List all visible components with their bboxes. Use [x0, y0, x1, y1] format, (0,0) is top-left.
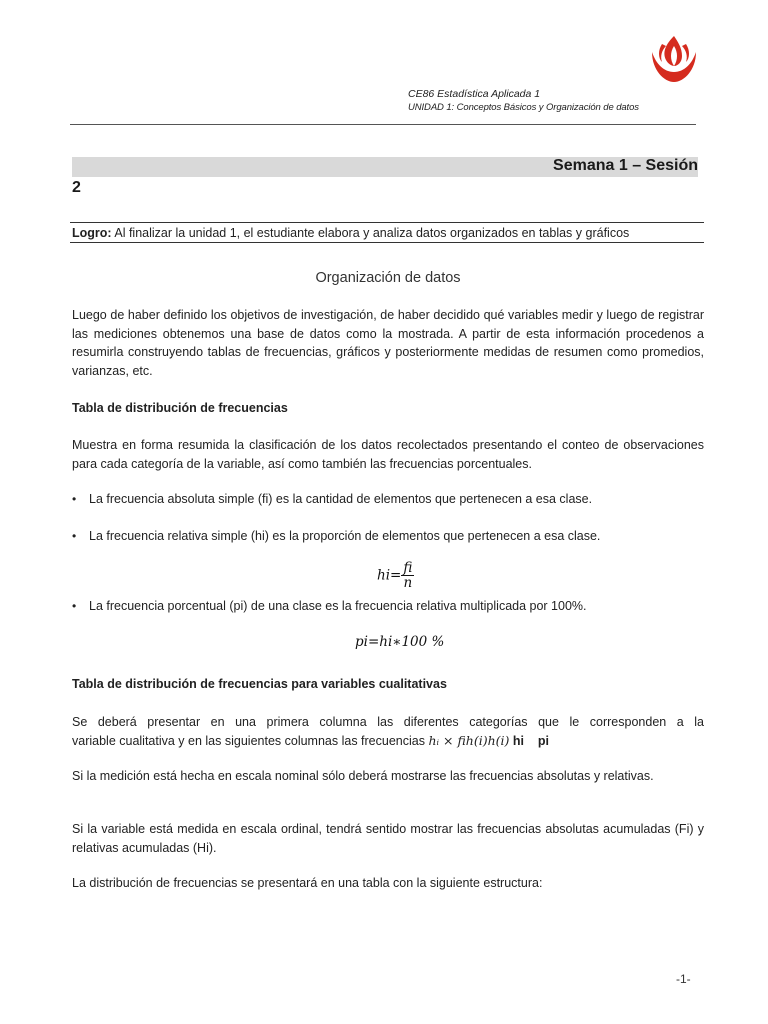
qualitative-line-2-tail: hi pi — [512, 733, 549, 748]
formula-relative-frequency — [377, 561, 414, 590]
table-structure-paragraph: La distribución de frecuencias se presentará en una tabla con la siguiente estructura: — [72, 876, 543, 890]
bullet-text: La frecuencia porcentual (pi) de una clase es la frecuencia relativa multiplicada por 100%. — [89, 599, 587, 613]
bullet-dot: • — [72, 599, 77, 613]
page-number: -1- — [676, 972, 691, 986]
bullet-dot: • — [72, 492, 77, 506]
formula-lhs: hi= — [377, 567, 402, 584]
bullet-absolute-frequency — [72, 490, 704, 508]
session-number: 2 — [72, 179, 81, 196]
formula-denominator: n — [403, 575, 413, 591]
nominal-scale-paragraph: Si la medición está hecha en escala nominal sólo deberá mostrarse las frecuencias absolutas y relativas. — [72, 769, 654, 783]
unit-name: UNIDAD 1: Conceptos Básicos y Organización de datos — [408, 102, 639, 113]
bullet-percent-frequency — [72, 597, 704, 615]
university-logo — [648, 34, 700, 84]
session-title: Semana 1 – Sesión — [553, 157, 698, 174]
header-divider — [70, 124, 696, 125]
logro-statement — [72, 225, 704, 241]
qualitative-paragraph — [72, 713, 704, 750]
qualitative-line-2-text: variable cualitativa y en las siguientes columnas las frecuencias — [72, 733, 425, 748]
qualitative-line-1: Se deberá presentar en una primera columna las diferentes categorías que le corresponden a la — [72, 715, 704, 729]
course-header — [408, 88, 708, 114]
ordinal-scale-paragraph: Si la variable está medida en escala ordinal, tendrá sentido mostrar las frecuencias absolutas acumuladas (Fi) y relativas acumuladas (Hi). — [72, 822, 704, 855]
logro-top-divider — [70, 222, 704, 223]
bullet-text: La frecuencia absoluta simple (fi) es la cantidad de elementos que pertenecen a esa clase. — [89, 492, 593, 506]
logro-label: Logro: — [72, 226, 112, 240]
bullet-text: La frecuencia relativa simple (hi) es la proporción de elementos que pertenecen a esa clase. — [89, 529, 601, 543]
formula-percent-frequency: pi=hi∗100 % — [355, 634, 445, 650]
subheading-qualitative-table: Tabla de distribución de frecuencias para variables cualitativas — [72, 677, 447, 691]
bullet-relative-frequency — [72, 527, 704, 545]
section-title: Organización de datos — [315, 270, 461, 286]
bullet-dot: • — [72, 529, 77, 543]
logro-text: Al finalizar la unidad 1, el estudiante elabora y analiza datos organizados en tablas y gráficos — [111, 226, 630, 240]
logro-bottom-divider — [70, 242, 704, 243]
formula-fraction — [401, 561, 414, 590]
qualitative-line-2 — [72, 732, 704, 751]
formula-numerator: fi — [403, 560, 413, 576]
subheading-frequency-table: Tabla de distribución de frecuencias — [72, 401, 288, 415]
intro-paragraph: Luego de haber definido los objetivos de investigación, de haber decidido qué variables medir y luego de registrar las mediciones obtenemos una base de datos como la mostrada. A partir de esta información procedenos a resumirla construyendo tablas de frecuencias, gráficos y posteriormente medidas de resumen como promedios, varianzas, etc. — [72, 308, 704, 378]
course-name: CE86 Estadística Aplicada 1 — [408, 88, 541, 100]
frequency-description: Muestra en forma resumida la clasificación de los datos recolectados presentando el conteo de observaciones para cada categoría de la variable, así como también las frecuencias porcentuales. — [72, 438, 704, 471]
qualitative-inline-math: hᵢ × fih(i)h(i) — [428, 732, 510, 748]
